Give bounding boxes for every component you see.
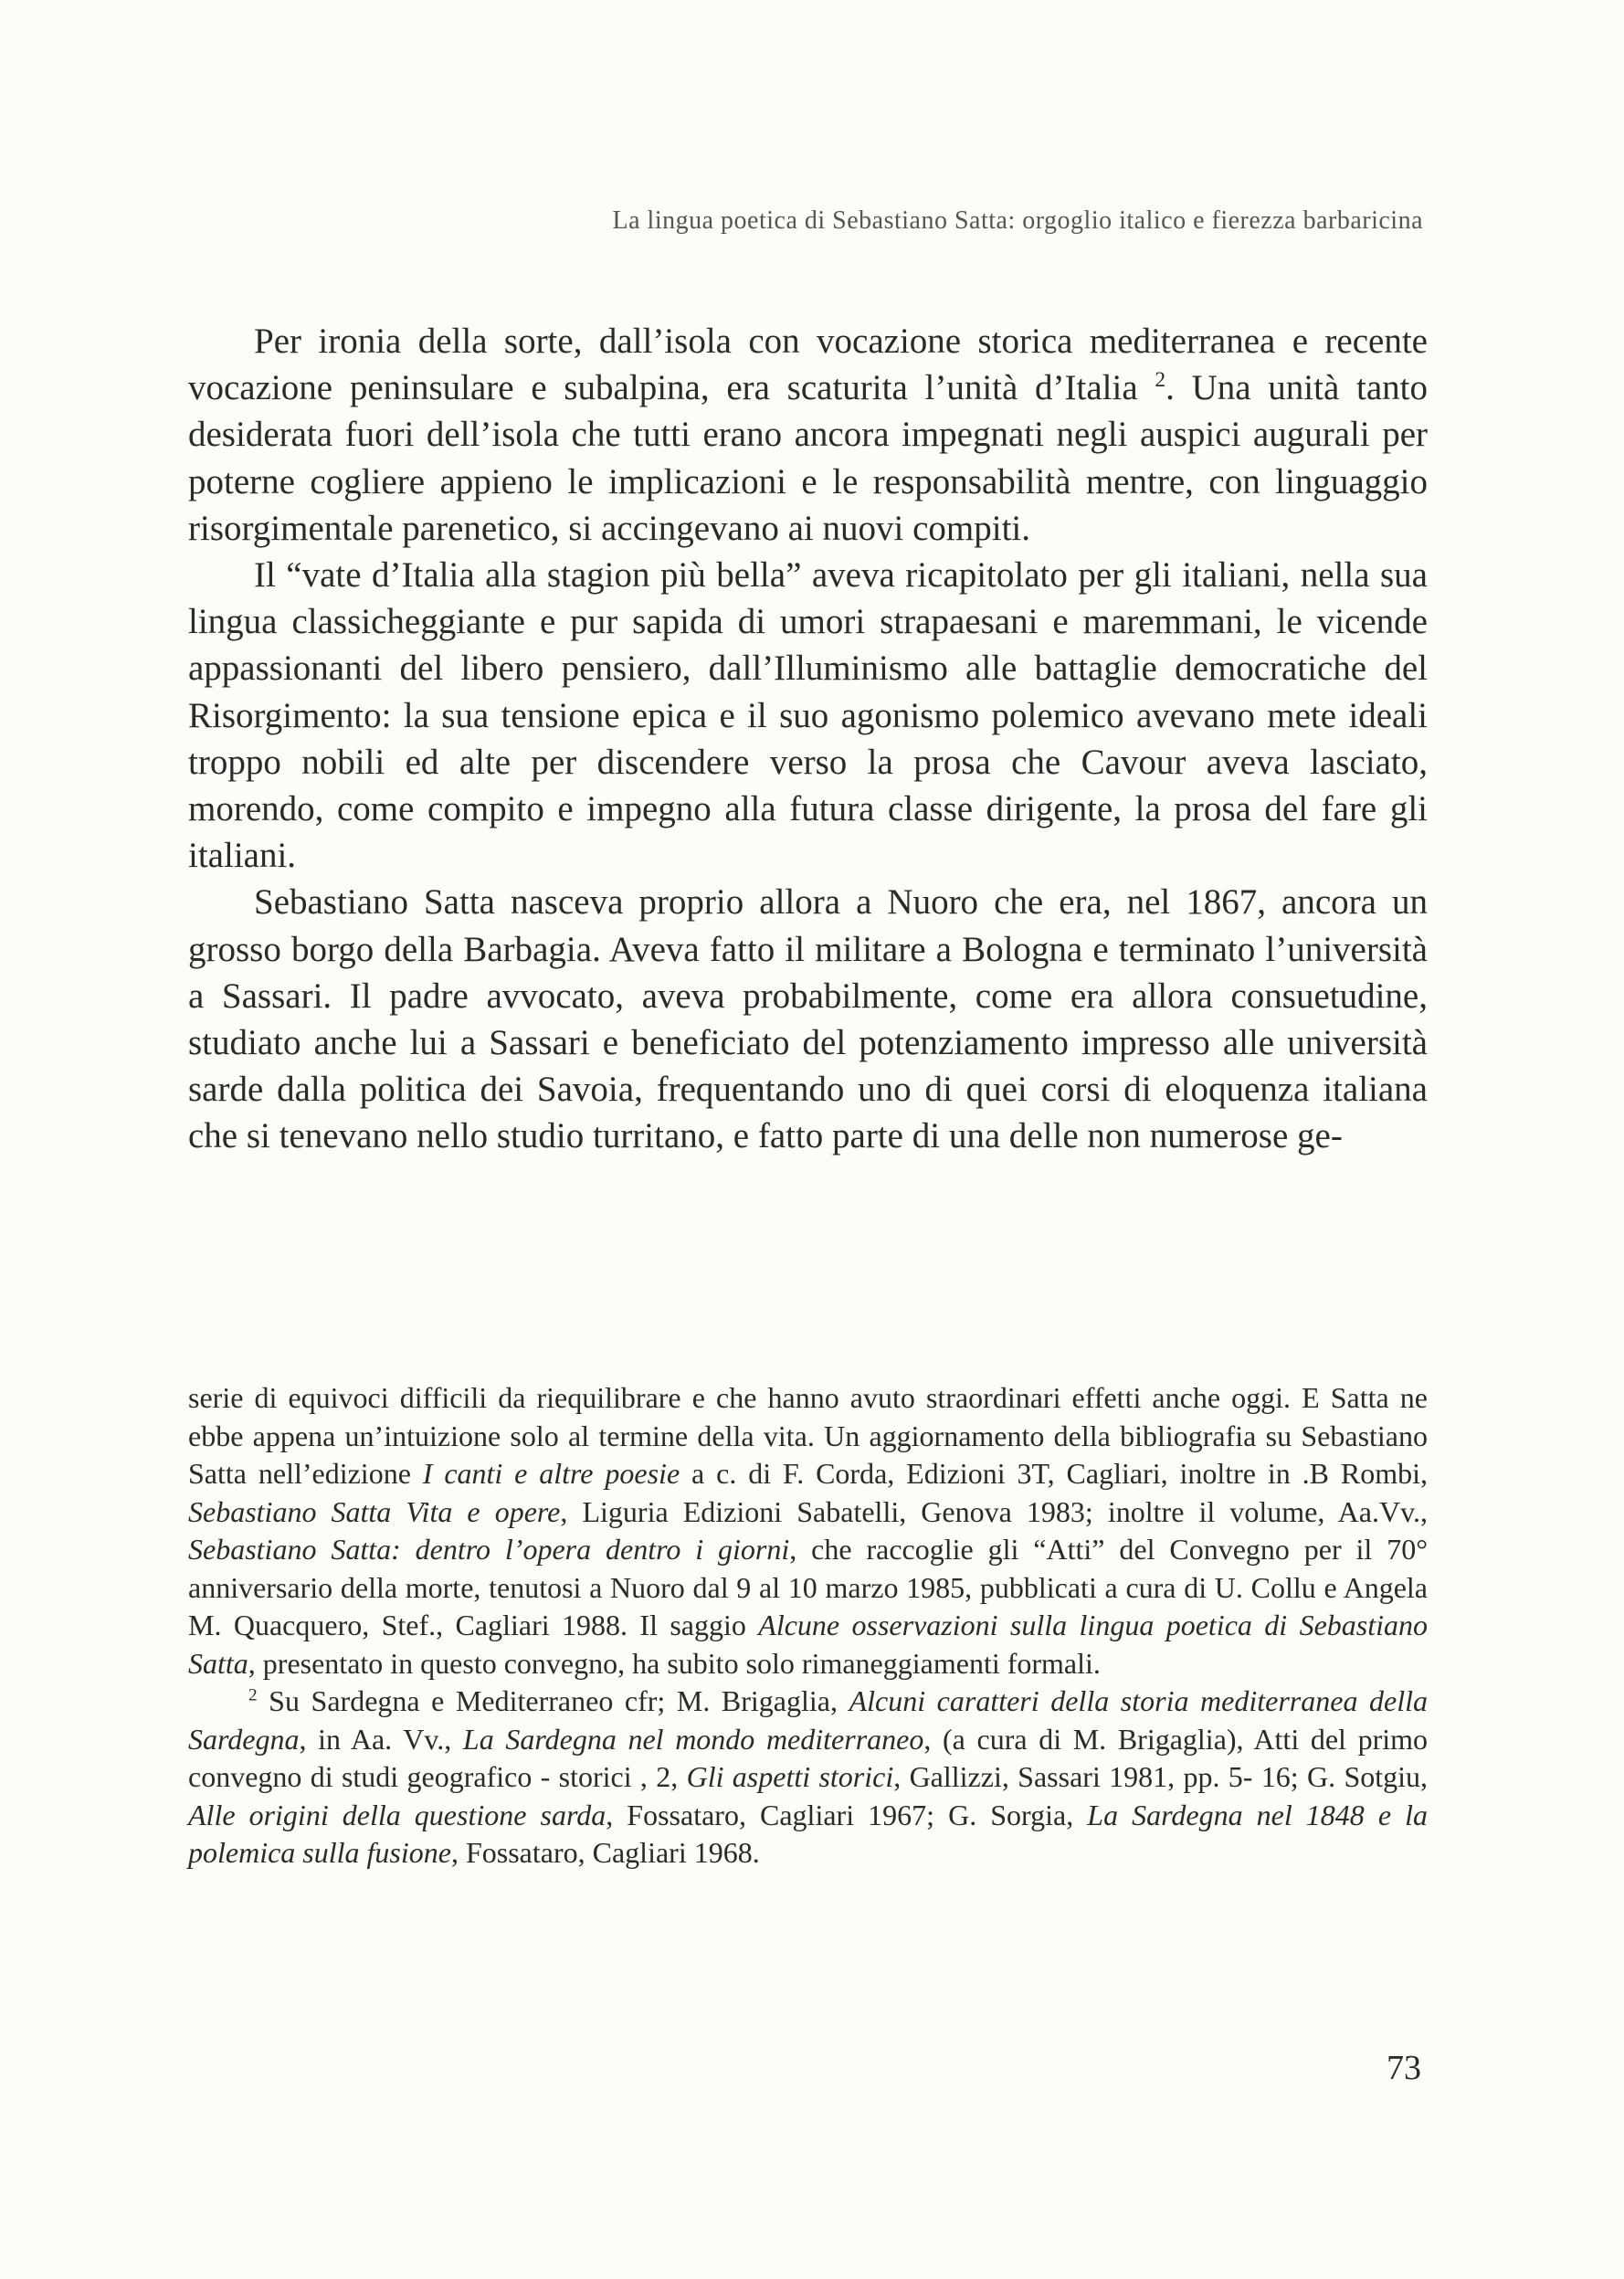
footnotes — [188, 1379, 1428, 1873]
fn2-title: La Sardegna nel mondo mediterraneo — [462, 1722, 924, 1756]
footnote-2-number: 2 — [248, 1685, 258, 1705]
footnote-1-continuation — [188, 1379, 1428, 1683]
fn1-text: , che raccoglie gli “Atti” del Convegno per il 70° anniversario della morte, tenutosi a Nuoro dal 9 al 10 marzo 1985, pubblicati a cura di U. Collu e Angela M. Quacquero, Stef., Cagliari 1988. Il saggio — [188, 1533, 1429, 1641]
paragraph-3: Sebastiano Satta nasceva proprio allora a Nuoro che era, nel 1867, ancora un grosso borgo della Barbagia. Aveva fatto il militare a Bologna e terminato l’università a Sassari. Il padre avvocato, aveva probabilmente, come era allora consuetudine, studiato anche lui a Sassari e beneficiato del potenziamento impresso alle università sarde dalla politica dei Savoia, frequentando uno di quei corsi di eloquenza italiana che si tenevano nello studio turritano, e fatto parte di una delle non numerose ge- — [188, 882, 1428, 1156]
paragraph-1-text-a: Per ironia della sorte, dall’isola con vocazione storica mediterranea e recente vocazione peninsulare e subalpina, era scaturita l’unità d’Italia — [188, 322, 1428, 408]
fn1-text: a c. di F. Corda, Edizioni 3T, Cagliari, inoltre in .B Rombi, — [680, 1457, 1429, 1490]
footnote-2 — [188, 1683, 1428, 1873]
page-number: 73 — [1387, 2049, 1421, 2087]
main-text — [188, 318, 1428, 1160]
fn2-text: , Fossataro, Cagliari 1968. — [450, 1836, 760, 1869]
paragraph-1 — [188, 318, 1428, 552]
fn1-text: , presentato in questo convegno, ha subito solo rimaneggiamenti formali. — [248, 1646, 1101, 1680]
fn1-title: Alcune osservazioni sulla lingua poetica di Sebastiano Satta — [188, 1609, 1428, 1680]
fn2-title: Alle origini della questione sarda — [188, 1798, 606, 1831]
fn1-text: , Liguria Edizioni Sabatelli, Genova 1983; inoltre il volume, Aa.Vv., — [560, 1494, 1429, 1528]
fn2-title: Gli aspetti storici — [686, 1760, 894, 1793]
running-head: La lingua poetica di Sebastiano Satta: orgoglio italico e fierezza barbaricina — [612, 206, 1423, 235]
paragraph-1-text-b: . Una unità tanto desiderata fuori dell’isola che tutti erano ancora impegnati negli auspici augurali per poterne cogliere appieno le implicazioni e le responsabilità mentre, con linguaggio risorgimentale parenetico, si accingevano ai nuovi compiti. — [188, 368, 1429, 548]
fn1-text: serie di equivoci difficili da riequilibrare e che hanno avuto straordinari effetti anche oggi. E Satta ne ebbe appena un’intuizione solo al termine della vita. Un aggiornamento della bibliografia su Sebastiano Satta nell’edizione — [188, 1381, 1428, 1490]
fn2-text: Su Sardegna e Mediterraneo cfr; M. Brigaglia, — [257, 1684, 849, 1717]
fn2-text: , Fossataro, Cagliari 1967; G. Sorgia, — [606, 1798, 1088, 1831]
fn2-text: , Gallizzi, Sassari 1981, pp. 5- 16; G. Sotgiu, — [893, 1760, 1429, 1793]
fn1-title: Sebastiano Satta: dentro l’opera dentro i giorni — [188, 1533, 790, 1566]
fn2-title: Alcuni caratteri della storia mediterranea della Sardegna — [188, 1684, 1429, 1756]
fn2-text: , (a cura di M. Brigaglia), Atti del primo convegno di studi geografico - storici , 2, — [188, 1722, 1429, 1793]
fn2-text: , in Aa. Vv., — [299, 1722, 463, 1756]
fn1-title: Sebastiano Satta Vita e opere — [188, 1494, 561, 1528]
paragraph-2: Il “vate d’Italia alla stagion più bella” aveva ricapitolato per gli italiani, nella sua lingua classicheggiante e pur sapida di umori strapaesani e maremmani, le vicende appassionanti del libero pensiero, dall’Illuminismo alle battaglie democratiche del Risorgimento: la sua tensione epica e il suo agonismo polemico avevano mete ideali troppo nobili ed alte per discendere verso la prosa che Cavour aveva lasciato, morendo, come compito e impegno alla futura classe dirigente, la prosa del fare gli italiani. — [188, 555, 1428, 876]
fn1-title: I canti e altre poesie — [422, 1457, 680, 1490]
fn2-title: La Sardegna nel 1848 e la polemica sulla fusione — [188, 1798, 1429, 1869]
footnote-ref-2: 2 — [1155, 368, 1166, 393]
